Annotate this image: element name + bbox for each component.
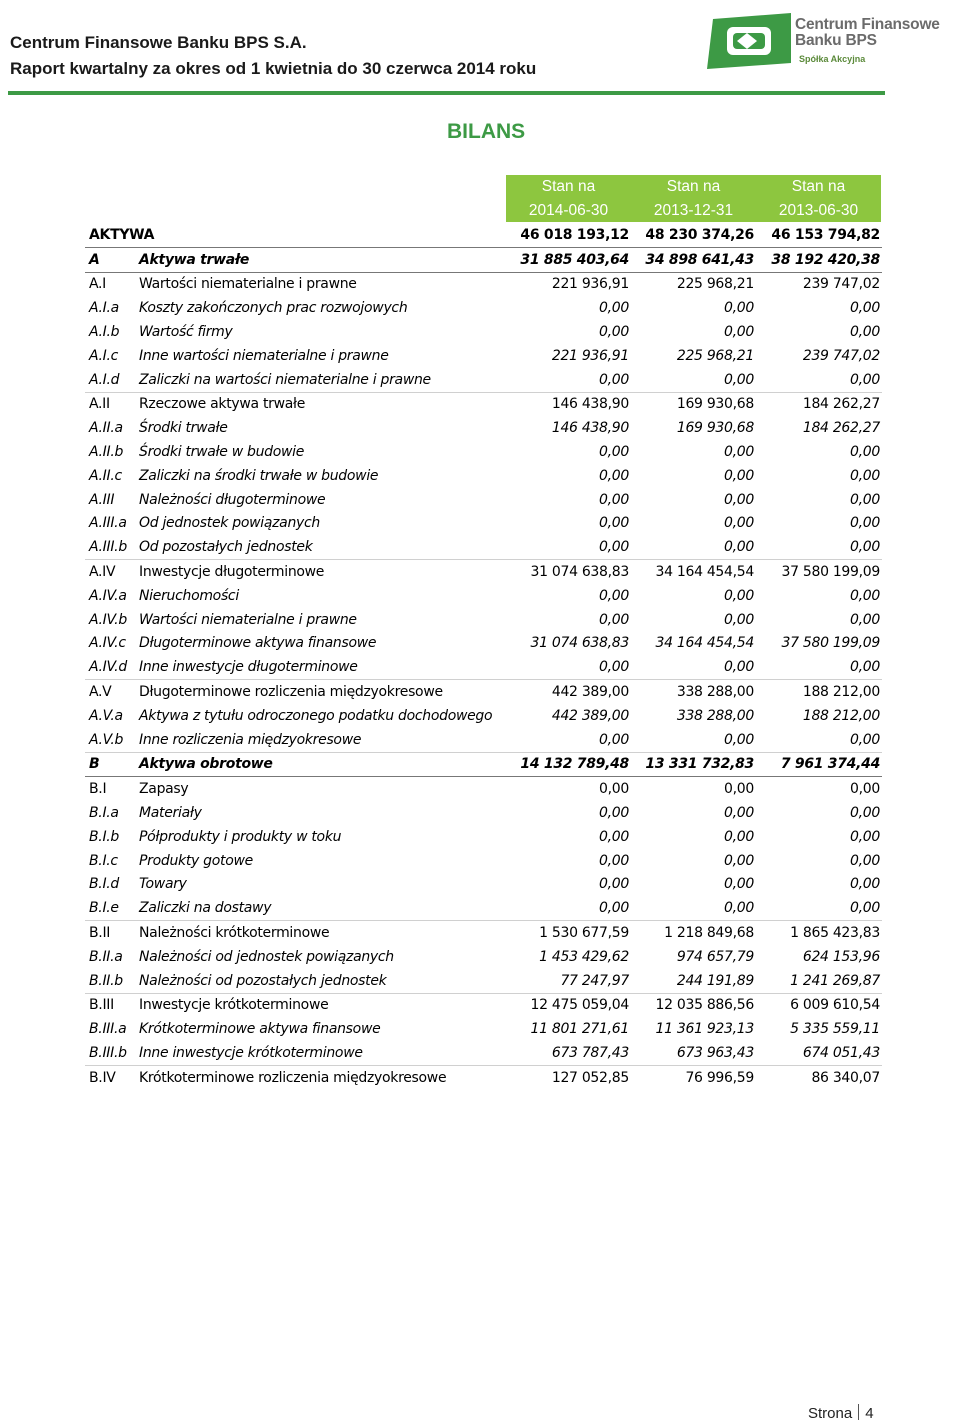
row-label: Zaliczki na środki trwałe w budowie	[139, 467, 379, 484]
row-value: 0,00	[724, 587, 755, 604]
row-value: 0,00	[756, 368, 882, 392]
table-row	[85, 993, 882, 1017]
table-row	[85, 392, 882, 416]
logo-subtitle: Spółka Akcyjna	[799, 54, 866, 64]
row-code: A.II.a	[89, 420, 123, 437]
row-value: 0,00	[599, 828, 630, 845]
row-label: Inne rozliczenia międzyokresowe	[135, 728, 506, 752]
row-value: 0,00	[631, 728, 756, 752]
row-value: 442 389,00	[551, 684, 630, 701]
row-value: 0,00	[506, 368, 631, 392]
page-footer	[808, 1404, 874, 1422]
row-value: 14 132 789,48	[506, 752, 631, 777]
row-label: Wartości niematerialne i prawne	[139, 611, 357, 628]
row-value: 0,00	[850, 611, 881, 628]
table-row	[85, 680, 882, 704]
company-name: Centrum Finansowe Banku BPS S.A.	[10, 33, 307, 52]
row-code: B.II.b	[85, 969, 135, 993]
row-label: Należności długoterminowe	[139, 491, 326, 508]
row-code: A.IV.d	[85, 655, 135, 679]
row-code: A.V.a	[89, 707, 123, 724]
row-value: 239 747,02	[802, 347, 881, 364]
row-value: 225 968,21	[676, 347, 755, 364]
row-value: 0,00	[599, 515, 630, 532]
table-row	[85, 777, 882, 801]
row-label: Środki trwałe w budowie	[139, 444, 305, 461]
row-value: 0,00	[850, 587, 881, 604]
row-code: B.I.b	[89, 828, 120, 845]
row-value: 442 389,00	[551, 707, 630, 724]
table-row	[85, 873, 882, 897]
row-value: 184 262,27	[802, 420, 881, 437]
column-header-date: 2013-12-31	[653, 202, 734, 219]
row-value: 673 963,43	[631, 1041, 756, 1065]
column-header-date: 2014-06-30	[528, 202, 609, 219]
row-value: 0,00	[850, 805, 881, 822]
table-row	[85, 801, 882, 825]
table-row	[85, 488, 882, 512]
row-value: 221 936,91	[551, 347, 630, 364]
row-label: Od jednostek powiązanych	[139, 515, 320, 532]
row-value: 146 438,90	[551, 420, 630, 437]
row-value: 0,00	[631, 655, 756, 679]
row-value: 0,00	[724, 876, 755, 893]
row-value: 12 475 059,04	[530, 997, 630, 1014]
row-label: Rzeczowe aktywa trwałe	[139, 396, 306, 413]
table-row	[85, 1017, 882, 1041]
row-value: 0,00	[599, 467, 630, 484]
document-header	[10, 30, 536, 82]
row-value: 0,00	[850, 324, 881, 341]
row-label: Nieruchomości	[139, 587, 239, 604]
row-code: A.I.b	[89, 324, 120, 341]
row-value: 0,00	[724, 611, 755, 628]
logo-wordmark	[795, 17, 940, 49]
row-value: 188 212,00	[802, 684, 881, 701]
row-label: Półprodukty i produkty w toku	[139, 828, 342, 845]
row-code: A.II.c	[89, 467, 122, 484]
row-value: 974 657,79	[676, 948, 755, 965]
row-value: 221 936,91	[551, 276, 630, 293]
table-row	[85, 344, 882, 368]
row-label: Inne wartości niematerialne i prawne	[139, 347, 389, 364]
row-value: 0,00	[506, 655, 631, 679]
row-value: 1 241 269,87	[756, 969, 882, 993]
row-value: 0,00	[599, 876, 630, 893]
row-value: 244 191,89	[631, 969, 756, 993]
page-number: 4	[865, 1405, 874, 1422]
row-value: 0,00	[724, 805, 755, 822]
header-divider	[8, 91, 885, 95]
row-value: 0,00	[599, 852, 630, 869]
column-header-label: Stan na	[541, 178, 596, 195]
row-value: 338 288,00	[676, 707, 755, 724]
row-value: 12 035 886,56	[655, 997, 755, 1014]
table-row	[85, 1041, 882, 1065]
row-label: Produkty gotowe	[139, 852, 253, 869]
company-logo	[707, 13, 957, 73]
row-code: A.IV	[89, 564, 116, 581]
row-label: Długoterminowe aktywa finansowe	[139, 635, 377, 652]
row-value: 0,00	[850, 300, 881, 317]
row-value: 0,00	[850, 828, 881, 845]
row-code: B.IV	[89, 1069, 116, 1086]
row-label: Należności od pozostałych jednostek	[135, 969, 506, 993]
row-value: 169 930,68	[676, 396, 755, 413]
row-label: Zapasy	[139, 781, 189, 798]
row-value: 31 074 638,83	[530, 635, 630, 652]
row-label: Środki trwałe	[139, 420, 228, 437]
row-code: B.I.e	[85, 896, 135, 920]
row-value: 0,00	[756, 728, 882, 752]
balance-sheet-table	[85, 223, 882, 1090]
row-code: AKTYWA	[85, 223, 506, 247]
row-label: Aktywa obrotowe	[135, 752, 506, 777]
row-value: 46 153 794,82	[756, 223, 882, 247]
table-row	[85, 728, 882, 752]
row-value: 0,00	[631, 896, 756, 920]
row-value: 0,00	[599, 300, 630, 317]
row-code: A.II.b	[89, 444, 124, 461]
row-code: B.II.a	[89, 948, 123, 965]
row-value: 146 438,90	[551, 396, 630, 413]
row-value: 1 530 677,59	[539, 925, 630, 941]
row-value: 239 747,02	[802, 276, 881, 293]
table-row	[85, 512, 882, 536]
row-value: 11 801 271,61	[530, 1021, 630, 1038]
row-value: 0,00	[850, 876, 881, 893]
row-value: 37 580 199,09	[781, 635, 881, 652]
row-code: B.I.d	[89, 876, 120, 893]
row-value: 76 996,59	[685, 1069, 755, 1086]
row-value: 169 930,68	[676, 420, 755, 437]
row-value: 673 787,43	[506, 1041, 631, 1065]
row-value: 1 865 423,83	[790, 925, 881, 941]
row-value: 188 212,00	[802, 707, 881, 724]
row-value: 0,00	[850, 467, 881, 484]
row-value: 86 340,07	[811, 1069, 881, 1086]
row-value: 31 885 403,64	[506, 247, 631, 272]
row-value: 0,00	[756, 655, 882, 679]
column-header-2014-06-30	[506, 175, 631, 222]
table-row	[85, 969, 882, 993]
row-label: Krótkoterminowe aktywa finansowe	[139, 1021, 381, 1038]
table-row	[85, 560, 882, 584]
row-value: 0,00	[631, 535, 756, 559]
row-value: 184 262,27	[802, 396, 881, 413]
column-header-2013-12-31	[631, 175, 756, 222]
row-value: 0,00	[506, 896, 631, 920]
row-label: Od pozostałych jednostek	[135, 535, 506, 559]
row-value: 7 961 374,44	[756, 752, 882, 777]
row-value: 34 898 641,43	[631, 247, 756, 272]
row-value: 11 361 923,13	[655, 1021, 755, 1038]
row-value: 34 164 454,54	[655, 635, 755, 652]
row-label: Inne inwestycje długoterminowe	[135, 655, 506, 679]
row-code: A.I.d	[85, 368, 135, 392]
row-value: 77 247,97	[506, 969, 631, 993]
row-value: 127 052,85	[551, 1069, 630, 1086]
table-row	[85, 632, 882, 656]
table-row	[85, 535, 882, 559]
balance-sheet-body	[85, 223, 882, 1090]
row-label: Zaliczki na dostawy	[135, 896, 506, 920]
table-row	[85, 655, 882, 679]
row-value: 0,00	[850, 852, 881, 869]
table-row	[85, 272, 882, 296]
report-period: Raport kwartalny za okres od 1 kwietnia do 30 czerwca 2014 roku	[10, 59, 537, 78]
row-value: 34 164 454,54	[655, 564, 755, 581]
row-code: A.I.a	[89, 300, 119, 317]
row-value: 0,00	[599, 491, 630, 508]
page-title: BILANS	[447, 120, 526, 143]
logo-line-1: Centrum Finansowe	[795, 16, 940, 33]
row-value: 0,00	[599, 781, 630, 798]
row-code: A.III.a	[89, 515, 127, 532]
table-row	[85, 921, 882, 945]
footer-separator	[858, 1404, 859, 1420]
table-row	[85, 440, 882, 464]
row-code: B.I.a	[89, 805, 119, 822]
row-label: Długoterminowe rozliczenia międzyokresowe	[139, 684, 443, 701]
row-value: 225 968,21	[676, 276, 755, 293]
row-value: 0,00	[756, 896, 882, 920]
row-code: A.III	[89, 491, 115, 508]
row-value: 0,00	[724, 781, 755, 798]
table-row	[85, 945, 882, 969]
table-row	[85, 752, 882, 777]
row-code: A	[85, 247, 135, 272]
row-label: Towary	[139, 876, 187, 893]
row-label: Wartość firmy	[139, 324, 233, 341]
row-label: Należności krótkoterminowe	[139, 925, 330, 941]
row-value: 0,00	[724, 852, 755, 869]
column-header-label: Stan na	[791, 178, 846, 195]
row-label: Aktywa z tytułu odroczonego podatku dochodowego	[139, 707, 493, 724]
row-value: 0,00	[850, 515, 881, 532]
row-code: A.II	[89, 396, 110, 413]
row-code: B.III	[89, 997, 114, 1014]
column-header-label: Stan na	[666, 178, 721, 195]
table-row	[85, 320, 882, 344]
row-value: 31 074 638,83	[530, 564, 630, 581]
row-value: 624 153,96	[802, 948, 881, 965]
table-row	[85, 896, 882, 920]
row-value: 38 192 420,38	[756, 247, 882, 272]
row-label: Wartości niematerialne i prawne	[139, 276, 357, 293]
table-row	[85, 825, 882, 849]
row-label: Krótkoterminowe rozliczenia międzyokresowe	[139, 1069, 447, 1086]
row-value: 0,00	[850, 444, 881, 461]
row-value: 0,00	[599, 611, 630, 628]
row-value: 0,00	[599, 444, 630, 461]
row-code: A.IV.a	[89, 587, 127, 604]
row-code: B.II	[89, 925, 111, 941]
row-value: 0,00	[724, 828, 755, 845]
row-value: 0,00	[506, 728, 631, 752]
table-row	[85, 416, 882, 440]
row-value: 6 009 610,54	[790, 997, 881, 1014]
row-value: 0,00	[599, 324, 630, 341]
table-row	[85, 704, 882, 728]
row-code: B.III.b	[85, 1041, 135, 1065]
row-value: 46 018 193,12	[506, 223, 631, 247]
row-code: B	[85, 752, 135, 777]
table-row	[85, 1065, 882, 1089]
row-value: 0,00	[724, 300, 755, 317]
row-value: 5 335 559,11	[790, 1021, 881, 1038]
column-header-date: 2013-06-30	[778, 202, 859, 219]
row-value: 0,00	[724, 491, 755, 508]
row-value: 0,00	[850, 491, 881, 508]
table-row	[85, 584, 882, 608]
row-code: B.I.c	[89, 852, 118, 869]
row-code: A.I	[89, 276, 107, 293]
row-value: 674 051,43	[756, 1041, 882, 1065]
logo-line-2: Banku BPS	[795, 32, 877, 49]
row-value: 37 580 199,09	[781, 564, 881, 581]
row-value: 0,00	[724, 444, 755, 461]
table-row	[85, 464, 882, 488]
row-code: A.IV.b	[89, 611, 127, 628]
row-code: A.V.b	[85, 728, 135, 752]
column-header-2013-06-30	[756, 175, 881, 222]
row-value: 0,00	[756, 535, 882, 559]
row-value: 0,00	[631, 368, 756, 392]
row-value: 0,00	[850, 781, 881, 798]
row-label: Inwestycje krótkoterminowe	[139, 997, 329, 1014]
row-value: 13 331 732,83	[631, 752, 756, 777]
table-row	[85, 849, 882, 873]
cfb-logo-icon	[707, 13, 791, 69]
row-value: 0,00	[724, 515, 755, 532]
row-code: A.V	[89, 684, 112, 701]
row-value: 0,00	[506, 535, 631, 559]
row-value: 0,00	[599, 587, 630, 604]
table-row	[85, 368, 882, 392]
table-row	[85, 247, 882, 272]
row-label: Inwestycje długoterminowe	[139, 564, 325, 581]
row-code: B.III.a	[89, 1021, 127, 1038]
table-row	[85, 608, 882, 632]
table-row	[85, 296, 882, 320]
row-value: 0,00	[599, 805, 630, 822]
row-code: A.I.c	[89, 347, 119, 364]
row-value: 1 453 429,62	[539, 948, 630, 965]
row-value: 1 218 849,68	[664, 925, 755, 941]
row-label: Inne inwestycje krótkoterminowe	[135, 1041, 506, 1065]
footer-page-label: Strona	[808, 1405, 853, 1422]
table-row	[85, 223, 882, 247]
row-value: 48 230 374,26	[631, 223, 756, 247]
row-code: A.IV.c	[89, 635, 126, 652]
row-code: B.I	[89, 781, 107, 798]
row-label: Aktywa trwałe	[135, 247, 506, 272]
row-label: Materiały	[139, 805, 202, 822]
row-label: Zaliczki na wartości niematerialne i prawne	[135, 368, 506, 392]
row-value: 0,00	[724, 324, 755, 341]
row-label: Należności od jednostek powiązanych	[139, 948, 394, 965]
row-value: 338 288,00	[676, 684, 755, 701]
row-value: 0,00	[724, 467, 755, 484]
row-label: Koszty zakończonych prac rozwojowych	[139, 300, 408, 317]
row-code: A.III.b	[85, 535, 135, 559]
